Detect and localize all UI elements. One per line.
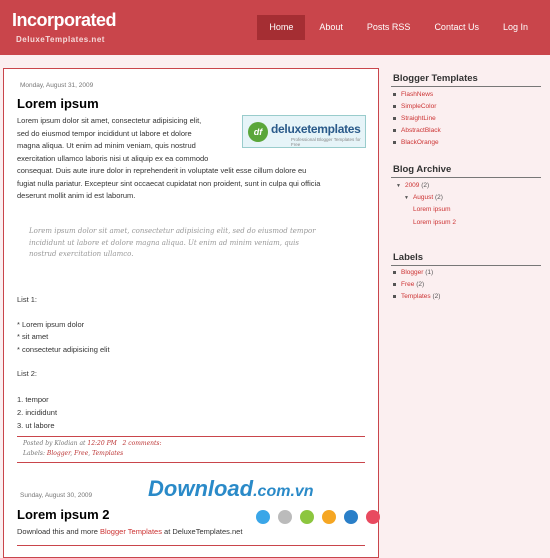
archive-month-count: (2) xyxy=(435,194,443,201)
quote-line: nostrud exercitation ullamco. xyxy=(29,250,134,258)
badge-name: deluxetemplates xyxy=(271,122,361,136)
sidebar-heading-labels: Labels xyxy=(393,252,424,263)
dot-icon xyxy=(278,510,292,524)
template-link-label: AbstractBlack xyxy=(401,127,441,134)
template-link-blackorange[interactable] xyxy=(393,137,441,149)
label-link-templates[interactable]: Templates xyxy=(92,450,124,457)
deluxetemplates-badge[interactable] xyxy=(242,115,366,148)
blog-subtitle: DeluxeTemplates.net xyxy=(16,35,105,44)
watermark-dots xyxy=(256,510,388,524)
list1-title: List 1: xyxy=(17,295,38,304)
bullet-icon xyxy=(393,141,396,144)
archive-month-link[interactable]: August xyxy=(412,194,434,201)
label-count: (1) xyxy=(425,269,434,276)
post-body xyxy=(17,526,242,539)
label-link-templates[interactable] xyxy=(393,291,440,303)
post-body-line: sed do eiusmod tempor incididunt ut labore et dolore xyxy=(17,128,192,138)
post2-divider xyxy=(17,545,365,546)
label-link-blogger[interactable] xyxy=(393,267,440,279)
post-body-line: magna aliqua. Ut enim ad minim veniam, quis nostrud xyxy=(17,141,196,150)
sidebar-heading-templates: Blogger Templates xyxy=(393,73,478,84)
list2-item: 1. tempor xyxy=(17,395,49,404)
quote-line: incididunt ut labore et dolore magna aliqua. Ut enim ad minim veniam, quis xyxy=(29,238,300,247)
template-link-straightline[interactable] xyxy=(393,113,441,125)
nav-contact-us[interactable]: Contact Us xyxy=(434,22,479,32)
bullet-icon xyxy=(393,129,396,132)
bullet-icon xyxy=(393,117,396,120)
blockquote xyxy=(29,226,359,261)
nav-home[interactable]: Home xyxy=(257,15,305,40)
bullet-icon xyxy=(393,271,396,274)
sidebar-divider xyxy=(391,86,541,87)
post-date: Monday, August 31, 2009 xyxy=(20,82,94,89)
dot-icon xyxy=(344,510,358,524)
nav-about[interactable]: About xyxy=(319,22,343,32)
list1-item: * Lorem ipsum dolor xyxy=(17,320,85,329)
bullet-icon xyxy=(393,105,396,108)
post2-text-prefix: Download this and more xyxy=(17,527,100,536)
bullet-icon xyxy=(393,93,396,96)
post-footer-divider-bottom xyxy=(17,462,365,463)
nav-posts-rss[interactable]: Posts RSS xyxy=(366,22,411,32)
labels-prefix: Labels: xyxy=(23,450,45,457)
comments-link[interactable]: 2 comments: xyxy=(122,440,162,447)
label-name: Templates xyxy=(401,293,431,300)
watermark-brand: Download xyxy=(148,476,254,501)
template-link-simplecolor[interactable] xyxy=(393,101,441,113)
template-link-label: SimpleColor xyxy=(401,103,437,110)
post2-text-suffix: at DeluxeTemplates.net xyxy=(161,527,243,536)
blog-title[interactable]: Incorporated xyxy=(12,10,117,30)
archive-post-link[interactable]: Lorem ipsum xyxy=(413,206,451,213)
template-link-label: StraightLine xyxy=(401,115,436,122)
templates-list xyxy=(393,89,441,149)
post-time-link[interactable]: 12:20 PM xyxy=(87,440,117,447)
sidebar-divider xyxy=(391,265,541,266)
header xyxy=(0,0,550,55)
label-name: Free xyxy=(401,281,415,288)
archive-month[interactable] xyxy=(404,194,443,201)
list2-item: 3. ut labore xyxy=(17,421,55,430)
list2-title: List 2: xyxy=(17,369,38,378)
post-title[interactable]: Lorem ipsum 2 xyxy=(17,507,110,522)
post-footer-divider xyxy=(17,436,365,437)
label-name: Blogger xyxy=(401,269,424,276)
template-link-flashnews[interactable] xyxy=(393,89,441,101)
triangle-down-icon[interactable]: ▼ xyxy=(396,183,401,189)
download-watermark xyxy=(148,476,314,502)
template-link-label: BlackOrange xyxy=(401,139,439,146)
badge-tagline: Professional Blogger Templates for Free xyxy=(291,137,361,147)
post-body-line: deserunt mollit anim id est laborum. xyxy=(17,191,136,200)
dot-icon xyxy=(366,510,380,524)
dot-icon xyxy=(322,510,336,524)
triangle-down-icon[interactable]: ▼ xyxy=(404,195,409,201)
label-count: (2) xyxy=(432,293,441,300)
post-date: Sunday, August 30, 2009 xyxy=(20,492,93,499)
sidebar-heading-archive: Blog Archive xyxy=(393,164,452,175)
labels-list xyxy=(393,267,440,303)
list1-item: * sit amet xyxy=(17,332,49,341)
archive-year[interactable] xyxy=(396,182,429,189)
label-count: (2) xyxy=(416,281,425,288)
bullet-icon xyxy=(393,283,396,286)
post-body-line: fugiat nulla pariatur. Excepteur sint occaecat cupidatat non proident, sunt in culpa qui officia xyxy=(17,178,321,188)
post-body-line: exercitation ullamco laboris nisi ut aliquip ex ea commodo xyxy=(17,153,209,163)
archive-year-link[interactable]: 2009 xyxy=(404,182,420,189)
label-link-free[interactable]: Free xyxy=(74,450,89,457)
post-body-line: consequat. Duis aute irure dolor in reprehenderit in voluptate velit esse cillum dolore eu xyxy=(17,166,307,175)
archive-post-link[interactable]: Lorem ipsum 2 xyxy=(413,219,456,226)
list1-item: * consectetur adipisicing elit xyxy=(17,345,110,354)
deluxetemplates-logo: df xyxy=(248,122,268,142)
watermark-domain: .com.vn xyxy=(253,483,314,500)
bullet-icon xyxy=(393,295,396,298)
label-link-free[interactable] xyxy=(393,279,440,291)
template-link-label: FlashNews xyxy=(401,91,434,98)
archive-year-count: (2) xyxy=(421,182,430,189)
top-nav xyxy=(257,15,550,40)
list2-item: 2. incididunt xyxy=(17,408,58,417)
post-meta xyxy=(23,440,162,447)
post-body-line: Lorem ipsum dolor sit amet, consectetur adipisicing elit, xyxy=(17,116,202,125)
dot-icon xyxy=(256,510,270,524)
posted-by: Posted by Klodian at xyxy=(23,440,86,447)
template-link-abstractblack[interactable] xyxy=(393,125,441,137)
post-title[interactable]: Lorem ipsum xyxy=(17,96,99,111)
dot-icon xyxy=(300,510,314,524)
label-link-blogger[interactable]: Blogger xyxy=(46,450,71,457)
sidebar-divider xyxy=(391,177,541,178)
post-labels: Labels: Blogger, Free, Templates xyxy=(23,450,124,457)
quote-line: Lorem ipsum dolor sit amet, consectetur adipisicing elit, sed do eiusmod tempor xyxy=(29,227,316,235)
nav-log-in[interactable]: Log In xyxy=(502,22,528,32)
blogger-templates-link[interactable]: Blogger Templates xyxy=(99,527,162,536)
